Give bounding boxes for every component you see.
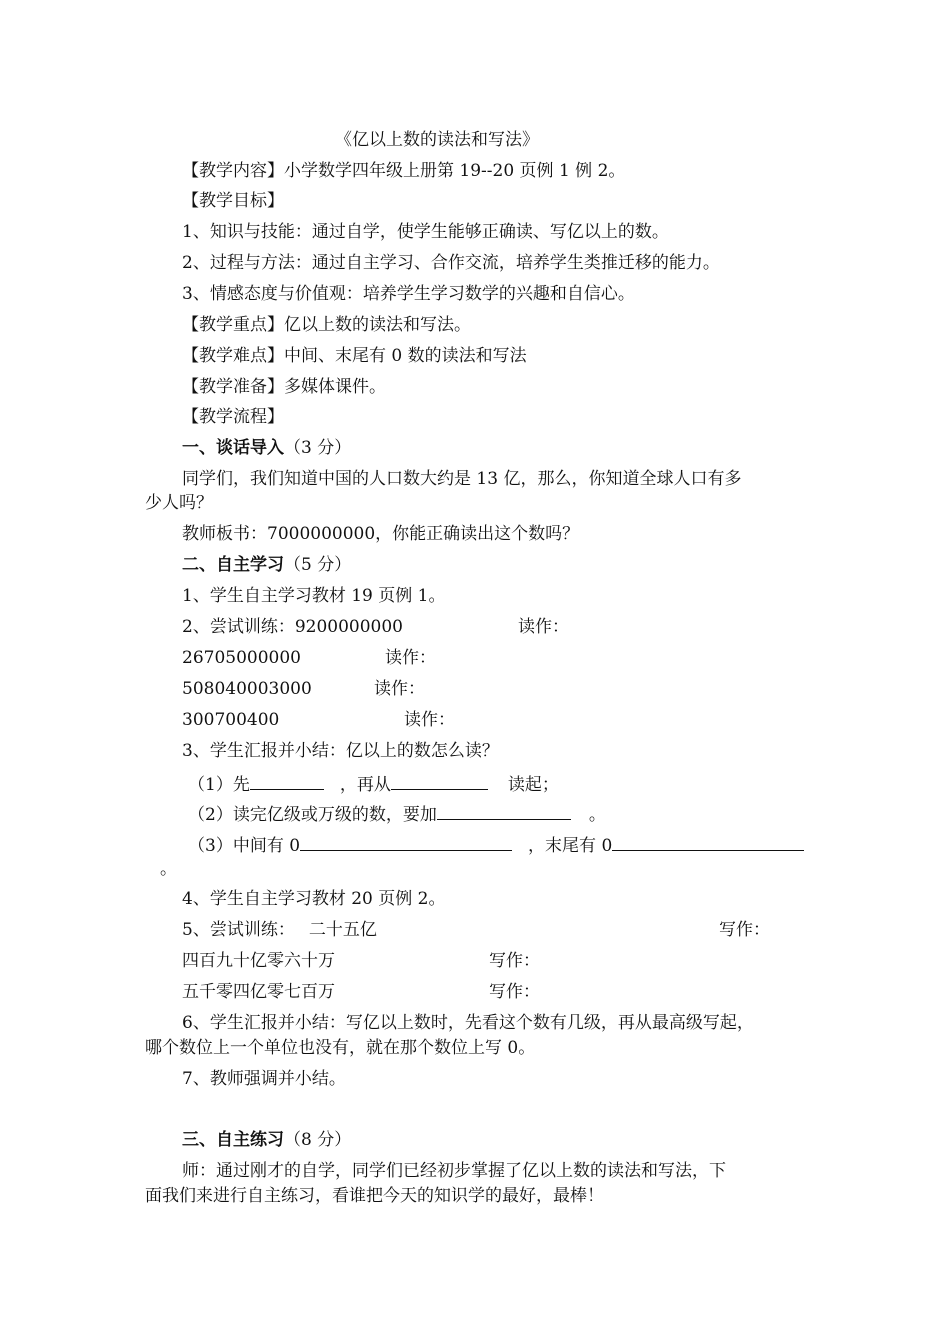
q1-suffix: 读起； (507, 775, 559, 795)
preparation-label: 【教学准备】 (182, 377, 284, 397)
answer-blank[interactable] (612, 832, 804, 851)
section1-paragraph-line: 少人吗？ (145, 493, 213, 513)
goal-item: 3、情感态度与价值观：培养学生学习数学的兴趣和自信心。 (182, 284, 635, 304)
q2-prefix: （2）读完亿级或万级的数，要加 (188, 805, 437, 825)
key-point (182, 314, 471, 336)
fill-question-1 (188, 771, 559, 796)
practice-number: 300700400 (182, 710, 280, 730)
preparation-text: 多媒体课件。 (284, 377, 386, 397)
q2-suffix: 。 (588, 805, 606, 825)
section2-heading-text: 二、自主学习 (182, 555, 284, 575)
teaching-goals-label: 【教学目标】 (182, 191, 284, 211)
section1-board: 教师板书：7000000000，你能正确读出这个数吗？ (182, 524, 580, 544)
section2-step4: 4、学生自主学习教材 20 页例 2。 (182, 889, 446, 909)
key-point-text: 亿以上数的读法和写法。 (284, 315, 471, 335)
practice-number: 508040003000 (182, 679, 312, 699)
q1-prefix: （1）先 (188, 775, 250, 795)
q3-middle: ，末尾有 0 (528, 836, 613, 856)
answer-blank[interactable] (250, 771, 324, 790)
read-label: 读作： (385, 648, 436, 668)
process-label: 【教学流程】 (182, 407, 284, 427)
section3-paragraph-line: 面我们来进行自主练习，看谁把今天的知识学的最好，最棒！ (145, 1186, 604, 1206)
section2-step2: 2、尝试训练：9200000000 (182, 617, 403, 637)
preparation (182, 376, 386, 398)
goal-item: 1、知识与技能：通过自学，使学生能够正确读、写亿以上的数。 (182, 222, 669, 242)
step5-prefix: 5、尝试训练： (182, 920, 295, 940)
section2-time: （5 分） (284, 555, 352, 575)
section2-step3: 3、学生汇报并小结：亿以上的数怎么读？ (182, 741, 499, 761)
practice-word-number: 五千零四亿零七百万 (182, 982, 335, 1002)
q3-prefix: （3）中间有 0 (188, 836, 301, 856)
section3-heading (182, 1129, 351, 1151)
section2-step5 (182, 919, 377, 941)
section1-time: （3 分） (284, 438, 352, 458)
write-label: 写作： (489, 982, 540, 1002)
teaching-content (182, 160, 625, 182)
section2-step7: 7、教师强调并小结。 (182, 1069, 346, 1089)
section2-step6-line: 哪个数位上一个单位也没有，就在那个数位上写 0。 (145, 1038, 536, 1058)
answer-blank[interactable] (300, 832, 512, 851)
fill-question-2 (188, 801, 606, 826)
write-label: 写作： (719, 920, 770, 940)
q1-middle: ，再从 (339, 775, 391, 795)
section2-heading (182, 554, 351, 576)
read-label: 读作： (374, 679, 425, 699)
document-title: 《亿以上数的读法和写法》 (335, 130, 539, 150)
section1-heading (182, 437, 351, 459)
read-label: 读作： (404, 710, 455, 730)
section2-step1: 1、学生自主学习教材 19 页例 1。 (182, 586, 446, 606)
section2-step6-line: 6、学生汇报并小结：写亿以上数时，先看这个数有几级，再从最高级写起， (182, 1013, 754, 1033)
answer-blank[interactable] (437, 801, 571, 820)
section3-time: （8 分） (284, 1130, 352, 1150)
answer-blank[interactable] (391, 771, 488, 790)
read-label: 读作： (518, 617, 569, 637)
practice-word-number: 四百九十亿零六十万 (182, 951, 335, 971)
section1-heading-text: 一、谈话导入 (182, 438, 284, 458)
difficulty-text: 中间、末尾有 0 数的读法和写法 (284, 346, 527, 366)
difficulty-label: 【教学难点】 (182, 346, 284, 366)
goal-item: 2、过程与方法：通过自主学习、合作交流，培养学生类推迁移的能力。 (182, 253, 720, 273)
difficulty (182, 345, 527, 367)
key-point-label: 【教学重点】 (182, 315, 284, 335)
write-label: 写作： (489, 951, 540, 971)
fill-question-3 (188, 832, 804, 857)
step5-first-word: 二十五亿 (308, 920, 377, 940)
section3-paragraph-line: 师：通过刚才的自学，同学们已经初步掌握了亿以上数的读法和写法，下 (182, 1161, 726, 1181)
section3-heading-text: 三、自主练习 (182, 1130, 284, 1150)
teaching-content-text: 小学数学四年级上册第 19--20 页例 1 例 2。 (284, 161, 626, 181)
section1-paragraph-line: 同学们，我们知道中国的人口数大约是 13 亿，那么，你知道全球人口有多 (182, 469, 742, 489)
teaching-content-label: 【教学内容】 (182, 161, 284, 181)
q3-end: 。 (160, 859, 177, 879)
practice-number: 26705000000 (182, 648, 301, 668)
